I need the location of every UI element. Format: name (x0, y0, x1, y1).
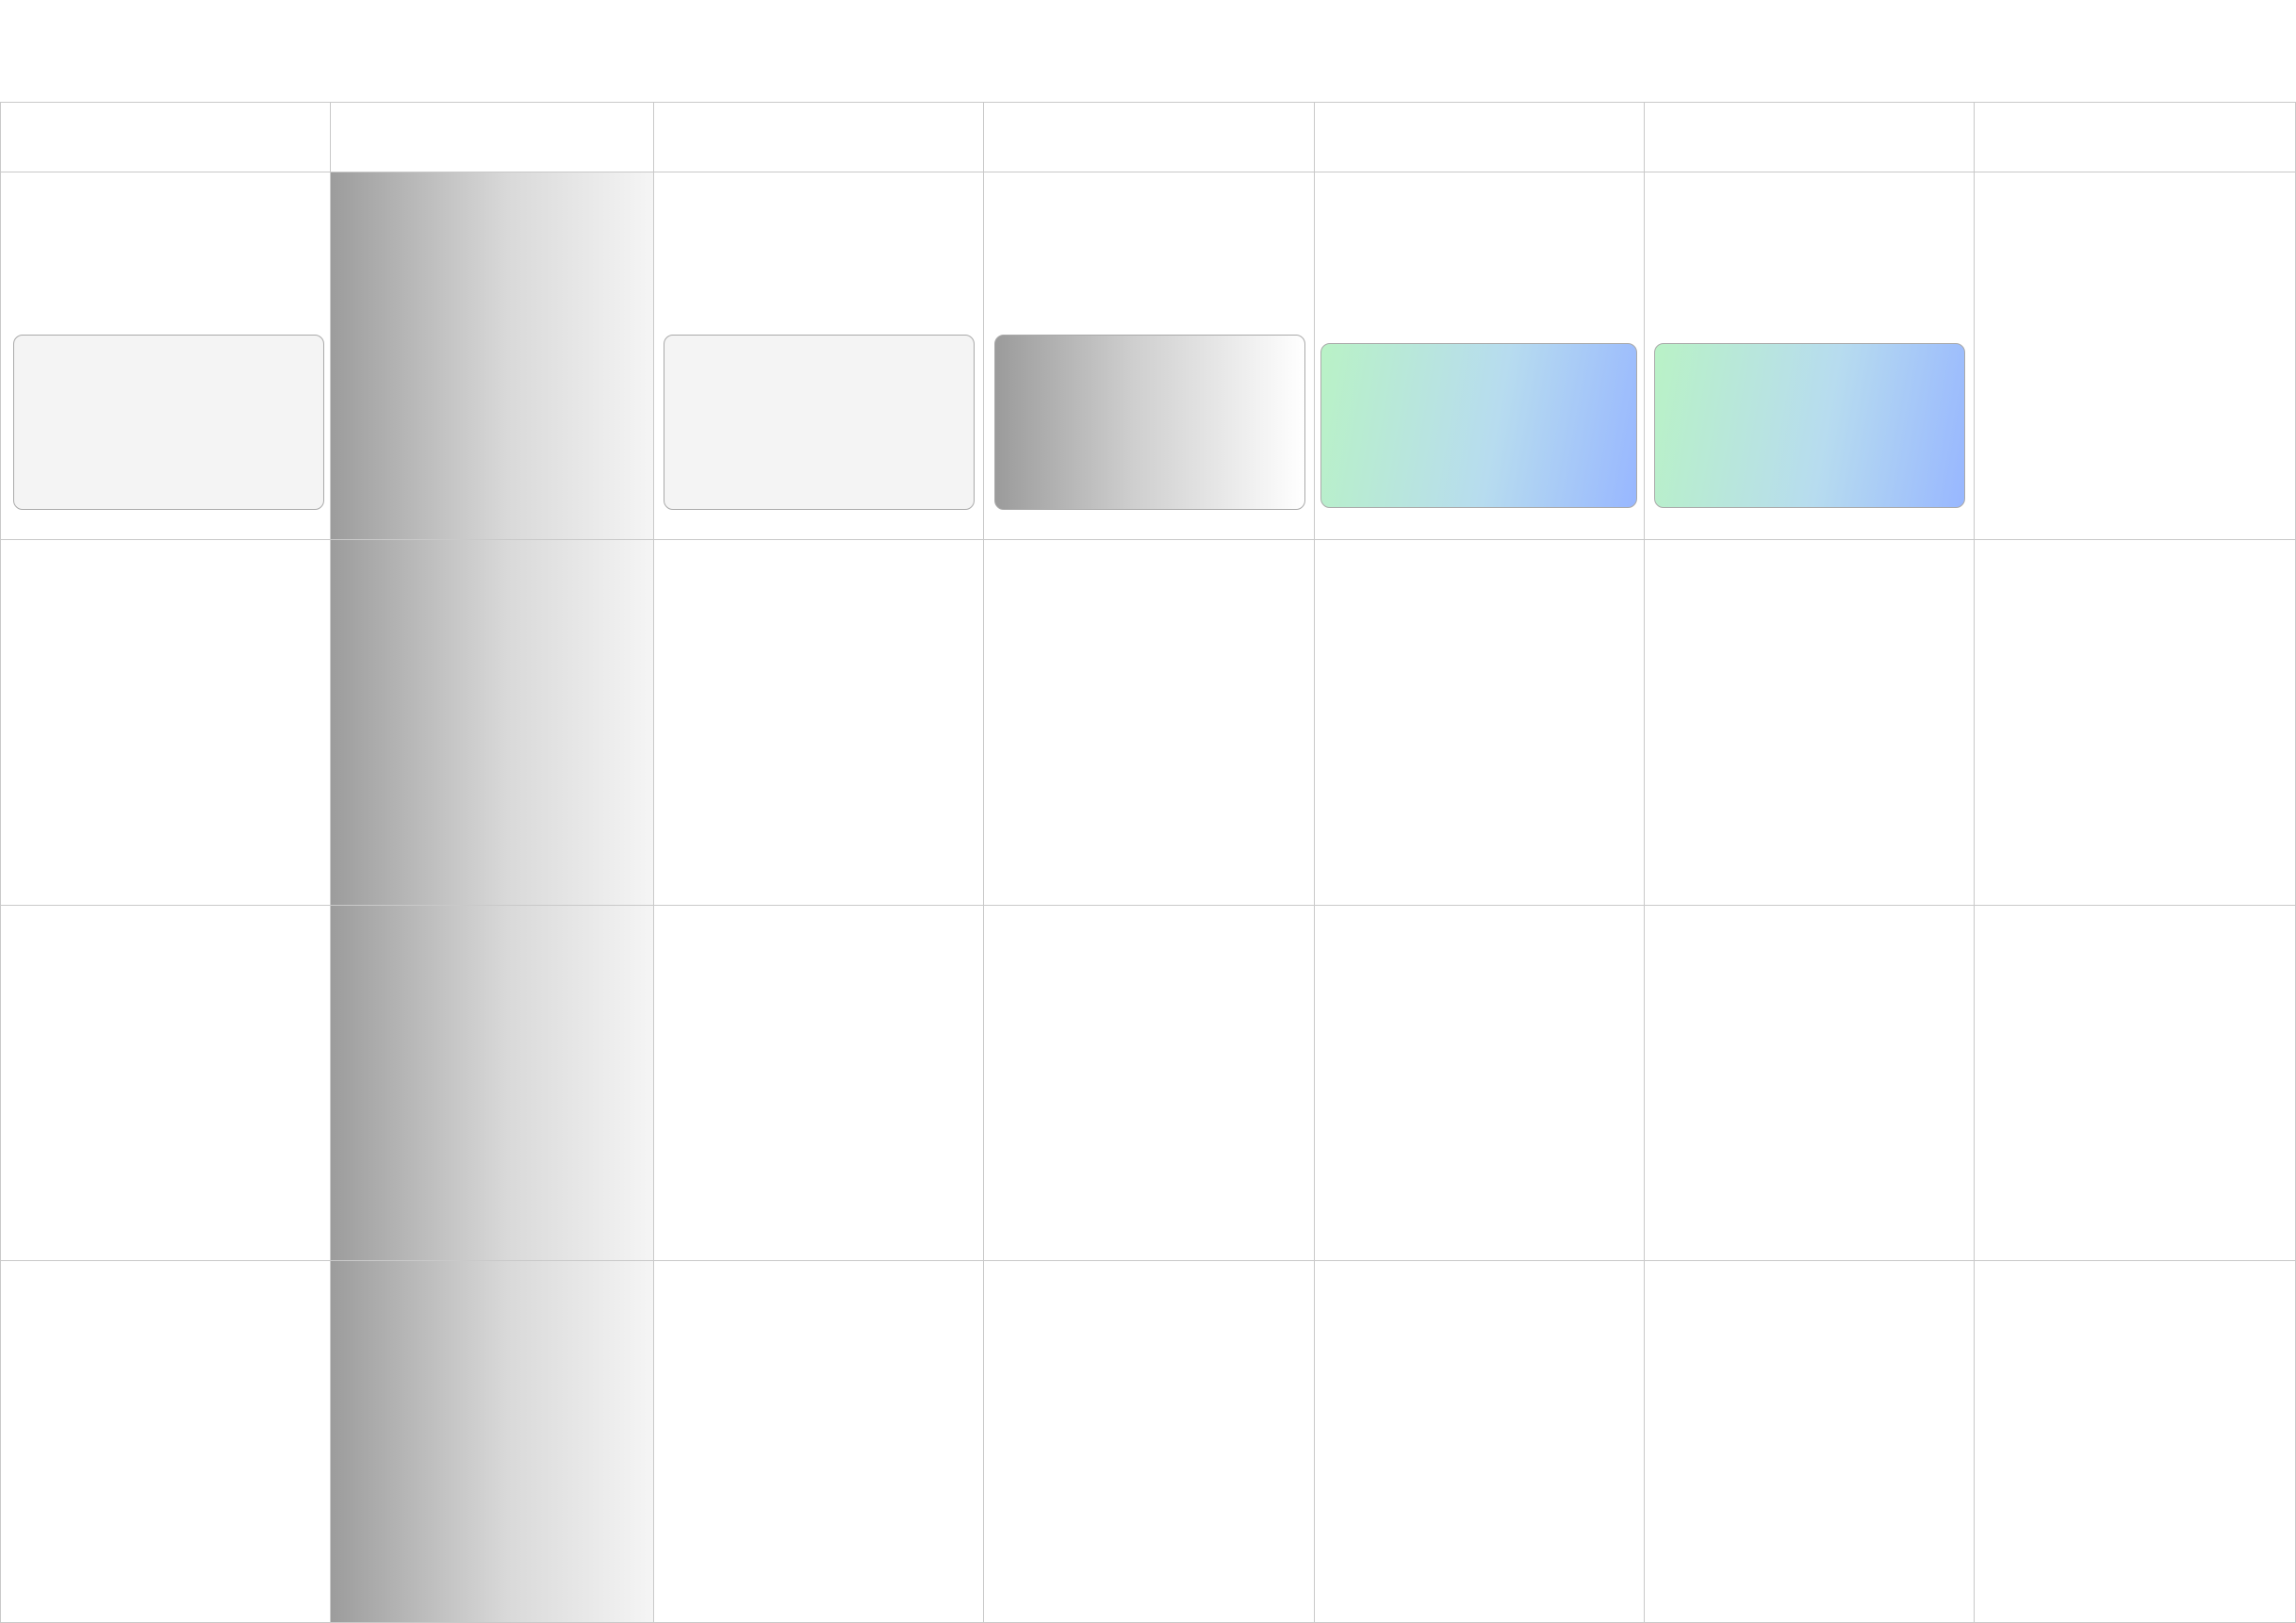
day-cell-10[interactable] (654, 540, 984, 906)
day-cell-14[interactable] (1975, 540, 2296, 906)
day-header-4 (1315, 102, 1645, 172)
day-cell-22[interactable] (0, 1261, 331, 1623)
calendar-grid (0, 102, 2296, 1623)
day-header-6 (1975, 102, 2296, 172)
day-cell-27[interactable] (1645, 1261, 1975, 1623)
day-cell-13[interactable] (1645, 540, 1975, 906)
day-header-1 (331, 102, 654, 172)
day-cell-12[interactable] (1315, 540, 1645, 906)
day-cell-18[interactable] (984, 906, 1315, 1261)
event-card-d3[interactable] (664, 335, 975, 510)
day-cell-21[interactable] (1975, 906, 2296, 1261)
day-cell-24[interactable] (654, 1261, 984, 1623)
event-card-d6[interactable] (1654, 343, 1965, 508)
day-cell-17[interactable] (654, 906, 984, 1261)
closed-notice (331, 906, 653, 1260)
closed-notice (331, 1261, 653, 1622)
day-cell-28[interactable] (1975, 1261, 2296, 1623)
day-cell-20[interactable] (1645, 906, 1975, 1261)
day-cell-11[interactable] (984, 540, 1315, 906)
day-header-2 (654, 102, 984, 172)
event-card-d4[interactable] (994, 335, 1305, 510)
day-cell-3[interactable] (654, 172, 984, 540)
day-header-0 (0, 102, 331, 172)
event-card-d5[interactable] (1320, 343, 1637, 508)
day-cell-15[interactable] (0, 906, 331, 1261)
day-header-5 (1645, 102, 1975, 172)
day-cell-23[interactable] (331, 1261, 654, 1623)
day-cell-19[interactable] (1315, 906, 1645, 1261)
day-cell-2[interactable] (331, 172, 654, 540)
day-cell-8[interactable] (0, 540, 331, 906)
day-cell-9[interactable] (331, 540, 654, 906)
day-cell-25[interactable] (984, 1261, 1315, 1623)
day-cell-16[interactable] (331, 906, 654, 1261)
day-header-3 (984, 102, 1315, 172)
closed-notice (331, 172, 653, 539)
day-cell-6[interactable] (1645, 172, 1975, 540)
event-card-d1[interactable] (13, 335, 324, 510)
closed-notice (331, 540, 653, 905)
page-title (0, 0, 2296, 102)
day-cell-1[interactable] (0, 172, 331, 540)
day-cell-26[interactable] (1315, 1261, 1645, 1623)
day-cell-4[interactable] (984, 172, 1315, 540)
day-cell-7[interactable] (1975, 172, 2296, 540)
day-cell-5[interactable] (1315, 172, 1645, 540)
